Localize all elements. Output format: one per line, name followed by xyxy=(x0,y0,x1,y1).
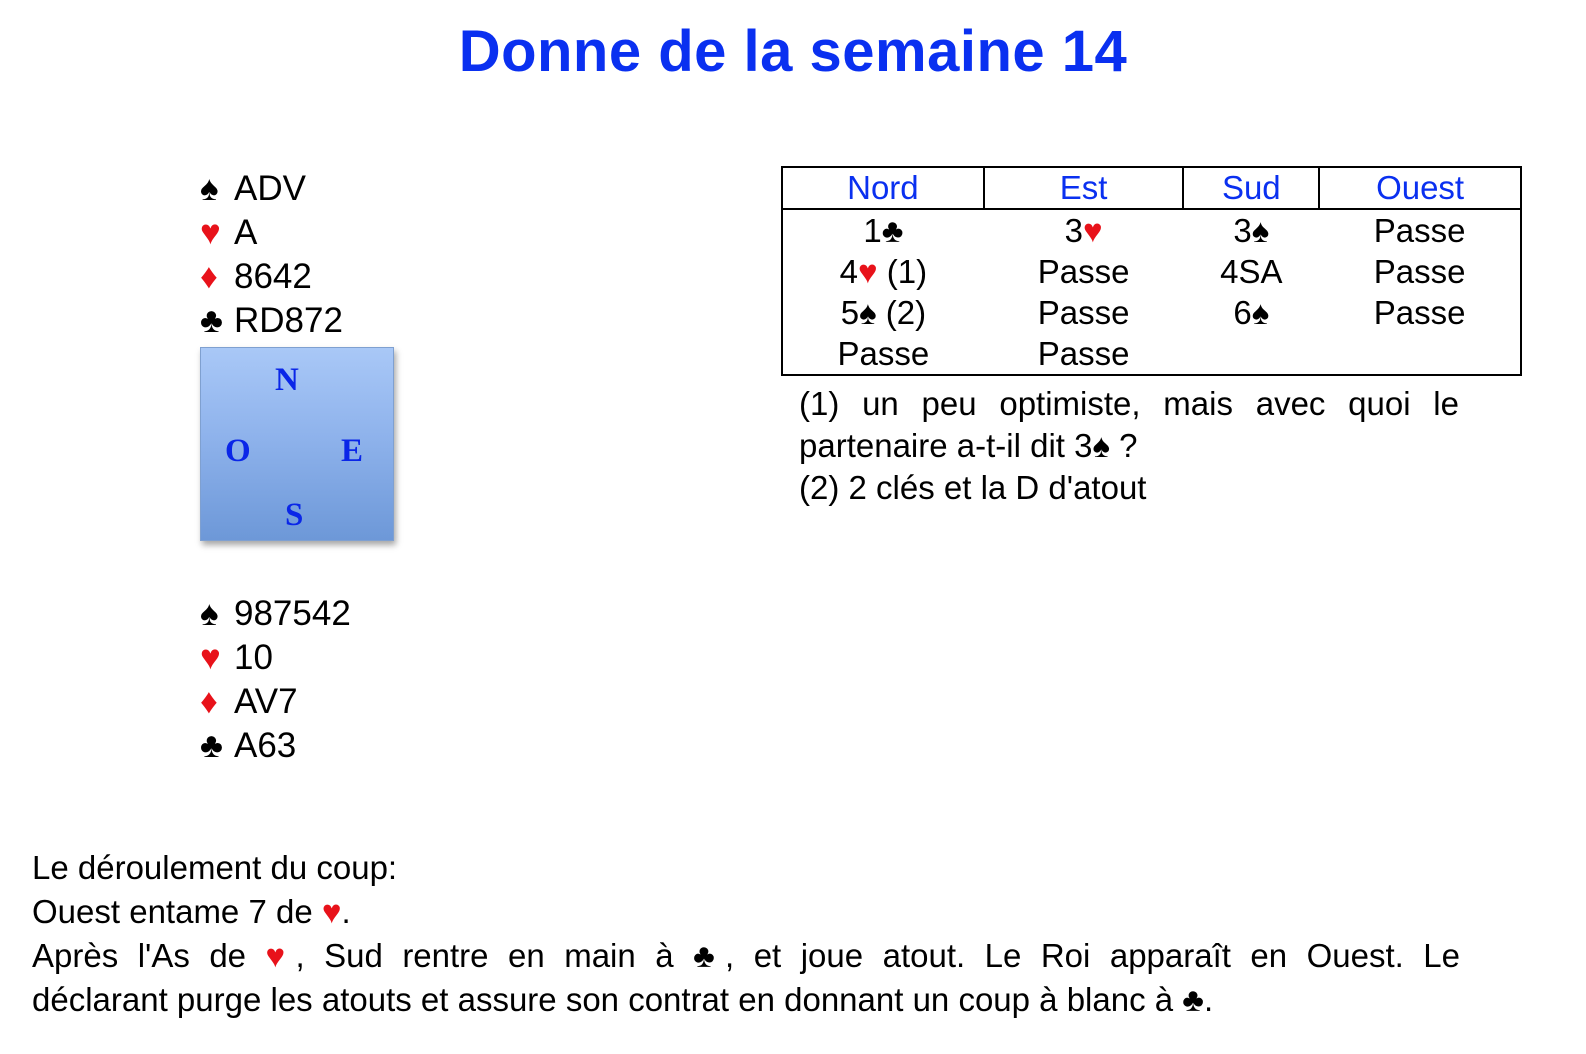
south-hearts-cards: 10 xyxy=(234,638,273,677)
note-1-line-1: (1) un peu optimiste, mais avec quoi le xyxy=(799,385,1459,422)
bid-level: 5 xyxy=(840,293,860,331)
compass-east: E xyxy=(341,433,364,469)
summary-line-1: Le déroulement du coup: xyxy=(32,849,398,886)
south-hearts xyxy=(200,636,351,680)
summary-text: Après l'As de xyxy=(32,937,266,974)
bid-cell: Passe xyxy=(1373,252,1466,290)
north-diamonds xyxy=(200,255,343,299)
play-summary xyxy=(32,846,1460,1022)
bid-cell: Passe xyxy=(1373,293,1466,331)
bid-cell xyxy=(782,292,984,333)
note-1-text: partenaire a-t-il dit 3 xyxy=(799,427,1093,464)
south-clubs xyxy=(200,724,351,768)
bid-level: 6 xyxy=(1233,293,1252,331)
south-clubs-cards: A63 xyxy=(234,726,297,765)
note-2: (2) 2 clés et la D d'atout xyxy=(799,469,1147,506)
compass-north: N xyxy=(275,362,299,398)
diamond-icon: ♦ xyxy=(200,682,218,721)
north-spades-cards: ADV xyxy=(234,169,306,208)
club-icon: ♣ xyxy=(881,211,904,249)
bid-cell: Passe xyxy=(1037,334,1130,372)
summary-line-2 xyxy=(32,890,1460,934)
summary-text: déclarant purge les atouts et assure son contrat en donnant un coup à blanc à xyxy=(32,981,1183,1018)
bid-cell: 4SA xyxy=(1220,252,1283,290)
south-diamonds-cards: AV7 xyxy=(234,682,298,721)
south-hand xyxy=(200,592,351,768)
bidding-notes xyxy=(799,383,1459,509)
heart-icon: ♥ xyxy=(265,937,296,974)
compass-box xyxy=(200,347,394,541)
north-spades xyxy=(200,167,343,211)
compass-west: O xyxy=(225,433,251,469)
diamond-icon: ♦ xyxy=(200,257,218,296)
bid-note-ref: (2) xyxy=(876,293,927,331)
bidding-body xyxy=(782,209,1521,375)
page-title: Donne de la semaine 14 xyxy=(458,19,1128,84)
heart-icon: ♥ xyxy=(858,252,878,290)
bid-cell xyxy=(1183,333,1319,375)
spade-icon: ♠ xyxy=(859,293,877,331)
header-est: Est xyxy=(984,167,1184,209)
compass-south: S xyxy=(285,497,304,533)
bid-note-ref: (1) xyxy=(877,252,928,290)
north-clubs xyxy=(200,299,343,343)
club-icon: ♣ xyxy=(693,937,726,974)
summary-text: . xyxy=(341,893,351,930)
header-ouest: Ouest xyxy=(1319,167,1521,209)
header-sud: Sud xyxy=(1183,167,1319,209)
bid-cell: Passe xyxy=(1037,252,1130,290)
summary-line-3 xyxy=(32,934,1460,978)
heart-icon: ♥ xyxy=(321,893,342,930)
bid-cell xyxy=(1183,292,1319,333)
header-nord: Nord xyxy=(782,167,984,209)
summary-text: , Sud rentre en main à xyxy=(295,937,694,974)
spade-icon: ♠ xyxy=(1251,293,1270,331)
summary-line-4 xyxy=(32,978,1460,1022)
bidding-row xyxy=(782,209,1521,251)
bid-cell xyxy=(782,251,984,292)
bid-cell xyxy=(782,209,984,251)
north-hearts xyxy=(200,211,343,255)
bidding-table xyxy=(781,166,1522,376)
spade-icon: ♠ xyxy=(1251,211,1270,249)
summary-text: . xyxy=(1203,981,1214,1018)
note-1-end: ? xyxy=(1110,427,1138,464)
spade-icon: ♠ xyxy=(200,169,219,208)
bidding-row xyxy=(782,333,1521,375)
bid-cell: Passe xyxy=(1037,293,1130,331)
south-spades-cards: 987542 xyxy=(234,594,351,633)
heart-icon: ♥ xyxy=(200,638,221,677)
bid-cell xyxy=(984,209,1184,251)
north-hand xyxy=(200,167,343,343)
bid-level: 3 xyxy=(1064,211,1083,249)
south-spades xyxy=(200,592,351,636)
bid-cell xyxy=(1319,333,1521,375)
bid-level: 3 xyxy=(1233,211,1252,249)
club-icon: ♣ xyxy=(200,726,223,765)
south-diamonds xyxy=(200,680,351,724)
heart-icon: ♥ xyxy=(200,213,221,252)
bid-cell: Passe xyxy=(1373,211,1466,249)
heart-icon: ♥ xyxy=(1082,211,1103,249)
summary-text: Ouest entame 7 de xyxy=(32,893,322,930)
club-icon: ♣ xyxy=(200,301,223,340)
note-1-line-2 xyxy=(799,425,1459,467)
spade-icon: ♠ xyxy=(1092,427,1111,464)
club-icon: ♣ xyxy=(1182,981,1204,1018)
bid-level: 1 xyxy=(863,211,882,249)
north-diamonds-cards: 8642 xyxy=(234,257,312,296)
bid-cell: Passe xyxy=(837,334,930,372)
bidding-row xyxy=(782,251,1521,292)
bid-cell xyxy=(1183,209,1319,251)
bid-level: 4 xyxy=(839,252,859,290)
spade-icon: ♠ xyxy=(200,594,219,633)
north-hearts-cards: A xyxy=(234,213,258,252)
summary-text: , et joue atout. Le Roi apparaît en Ouest. Le xyxy=(725,937,1461,974)
bidding-row xyxy=(782,292,1521,333)
north-clubs-cards: RD872 xyxy=(234,301,343,340)
